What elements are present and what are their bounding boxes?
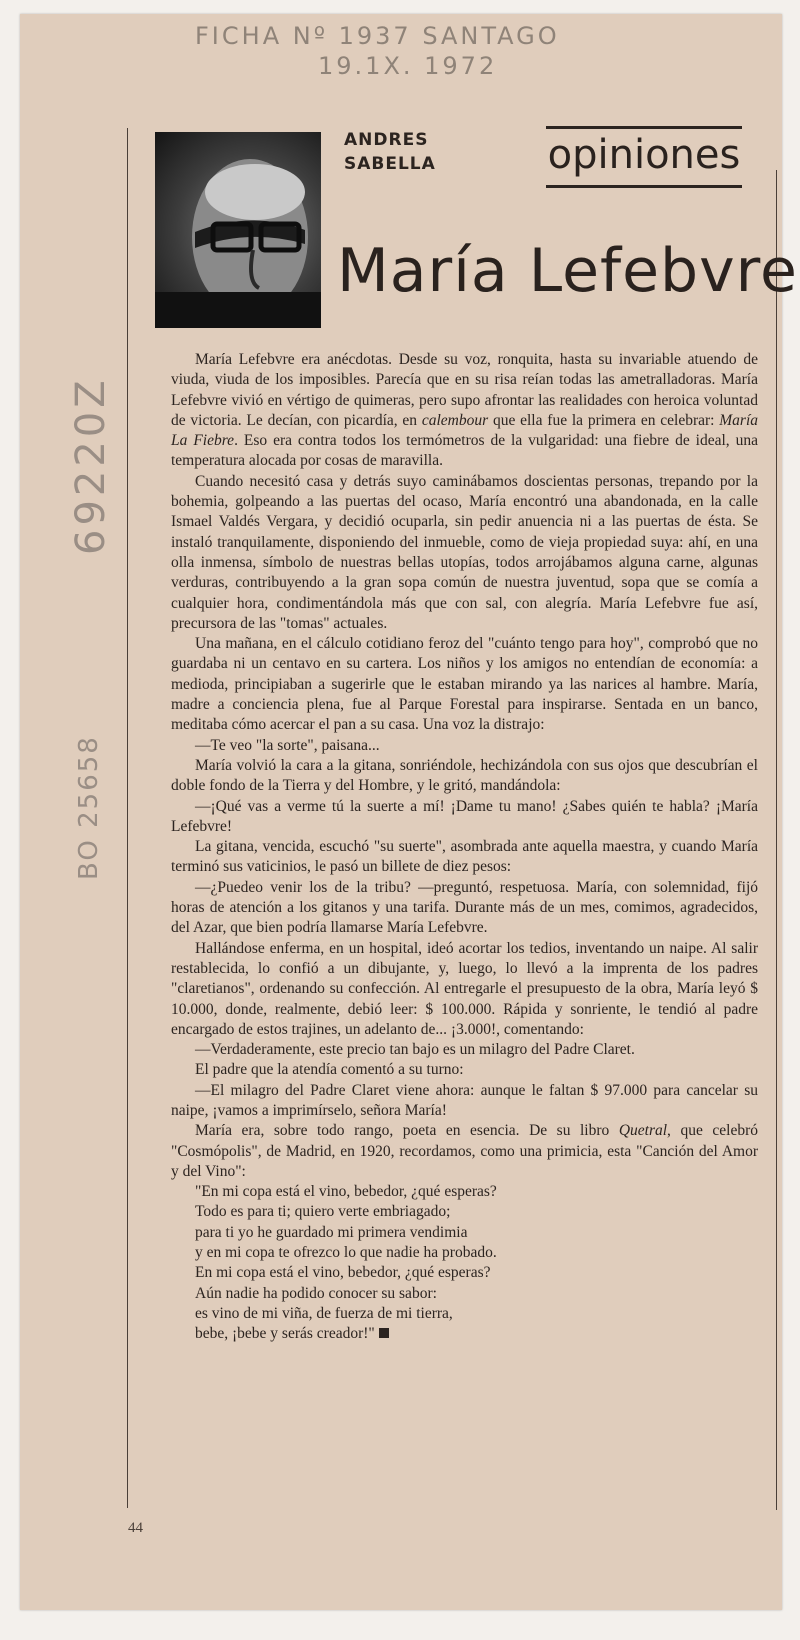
paragraph: —¿Puedeo venir los de la tribu? —preguntó, respetuosa. María, con solemnidad, fijó horas de atención a los gitanos y una tarifa. Durante más de un mes, comimos, agradecidos, del Azar, que bien podría llamarse María Lefebvre.	[171, 878, 758, 937]
poem-line: Aún nadie ha podido conocer su sabor:	[195, 1284, 437, 1302]
column-rule-left	[127, 128, 128, 1508]
article-title: María Lefebvre	[337, 236, 798, 306]
paragraph: María volvió la cara a la gitana, sonriéndole, hechizándola con sus ojos que descubrían el doble fondo de la Tierra y del Hombre, y le gritó, mandándola:	[171, 756, 758, 795]
page-number: 44	[128, 1520, 143, 1536]
paragraph: María Lefebvre era anécdotas. Desde su voz, ronquita, hasta su invariable atuendo de viuda, viuda de los imposibles. Parecía que en su risa reían todas las ametralladoras. María Lefebvre vivió en vértigo de quimeras, pero supo afrontar las realidades con heroica voluntad de victoria. Le decían, con picardía, en calembour que ella fue la primera en celebrar: María La Fiebre. Eso era contra todos los termómetros de la vulgaridad: una fiebre de ideal, una temperatura alocada por cosas de maravilla.	[171, 351, 758, 470]
paragraph: El padre que la atendía comentó a su turno:	[195, 1061, 464, 1079]
poem-line: y en mi copa te ofrezco lo que nadie ha probado.	[195, 1244, 497, 1262]
paragraph: —Verdaderamente, este precio tan bajo es un milagro del Padre Claret.	[195, 1041, 635, 1059]
author-last-name: SABELLA	[344, 154, 436, 174]
paragraph: Hallándose enferma, en un hospital, ideó acortar los tedios, inventando un naipe. Al salir restablecida, lo confió a un dibujante, y, luego, lo llevó a la imprenta de los padres "claretianos", ordenando su confección. Al entregarle el presupuesto de la obra, María leyó $ 10.000, donde, realmente, debió leer: $ 100.000. Rápida y sonriente, le tendió al padre encargado de estos trajines, un adelanto de... ¡3.000!, comentando:	[171, 939, 758, 1038]
section-label-text: opiniones	[547, 132, 741, 178]
poem-line: bebe, ¡bebe y serás creador!"	[195, 1324, 758, 1344]
archive-handwritten-note: FICHA Nº 1937 SANTAGO	[195, 22, 560, 50]
paragraph: Cuando necesitó casa y detrás suyo caminábamos doscientas personas, trepando por la bohemia, golpeando a las puertas del ocaso, María encontró una abandonada, en la calle Ismael Valdés Vergara, y decidió ocuparla, sin pedir anuencia ni a las puertas de ésta. Se instaló tranquilamente, disponiendo del inmueble, como de vieja propiedad suya: ahí, en una olla inmensa, símbolo de nuestras bellas utopías, todos arrojábamos alguna carne, algunas verduras, contribuyendo a la gran sopa común de nuestra juventud, sopa que se comía a cualquier hora, condimentándola más que con sal, con alegría. María Lefebvre fue así, precursora de las "tomas" actuales.	[171, 472, 758, 632]
paragraph: —Te veo "la sorte", paisana...	[195, 736, 380, 754]
margin-handwritten-number: 69220Z	[68, 376, 114, 555]
paragraph: María era, sobre todo rango, poeta en esencia. De su libro Quetral, que celebró "Cosmópolis", de Madrid, en 1920, recordamos, como una primicia, esta "Canción del Amor y del Vino":	[171, 1122, 758, 1180]
poem	[171, 1182, 758, 1344]
poem-line: para ti yo he guardado mi primera vendimia	[195, 1223, 468, 1241]
author-portrait-image	[155, 132, 321, 328]
author-byline	[344, 128, 436, 176]
margin-archive-code: BO 25658	[74, 735, 104, 880]
poem-line: "En mi copa está el vino, bebedor, ¿qué esperas?	[195, 1183, 497, 1201]
portrait-drawing	[155, 132, 321, 328]
paragraph: —El milagro del Padre Claret viene ahora: aunque le faltan $ 97.000 para cancelar su naipe, ¡vamos a imprimírselo, señora María!	[171, 1081, 758, 1119]
article-body	[171, 350, 758, 1345]
poem-line: En mi copa está el vino, bebedor, ¿qué esperas?	[195, 1264, 491, 1282]
paragraph: La gitana, vencida, escuchó "su suerte", asombrada ante aquella maestra, y cuando María terminó sus vaticinios, le pasó un billete de diez pesos:	[171, 838, 758, 876]
author-first-name: ANDRES	[344, 130, 429, 150]
end-of-article-mark	[379, 1328, 389, 1338]
archive-date-note: 19.1X. 1972	[318, 52, 498, 80]
paragraph: —¡Qué vas a verme tú la suerte a mí! ¡Dame tu mano! ¿Sabes quién te habla? ¡María Lefebvre!	[171, 797, 758, 835]
poem-line: es vino de mi viña, de fuerza de mi tierra,	[195, 1304, 453, 1322]
section-header	[546, 126, 742, 188]
column-rule-right	[776, 170, 777, 1510]
poem-line: Todo es para ti; quiero verte embriagado;	[195, 1203, 451, 1221]
paragraph: Una mañana, en el cálculo cotidiano feroz del "cuánto tengo para hoy", comprobó que no guardaba ni un centavo en su cartera. Los niños y los amigos no entendían de economía: a medioda, principiaban a sugerirle que le estaban mirando ya las narices al hambre. María, madre a conciencia plena, fue al Parque Forestal para inspirarse. Sentada en un banco, meditaba cómo acercar el pan a su casa. Una voz la distrajo:	[171, 635, 758, 734]
